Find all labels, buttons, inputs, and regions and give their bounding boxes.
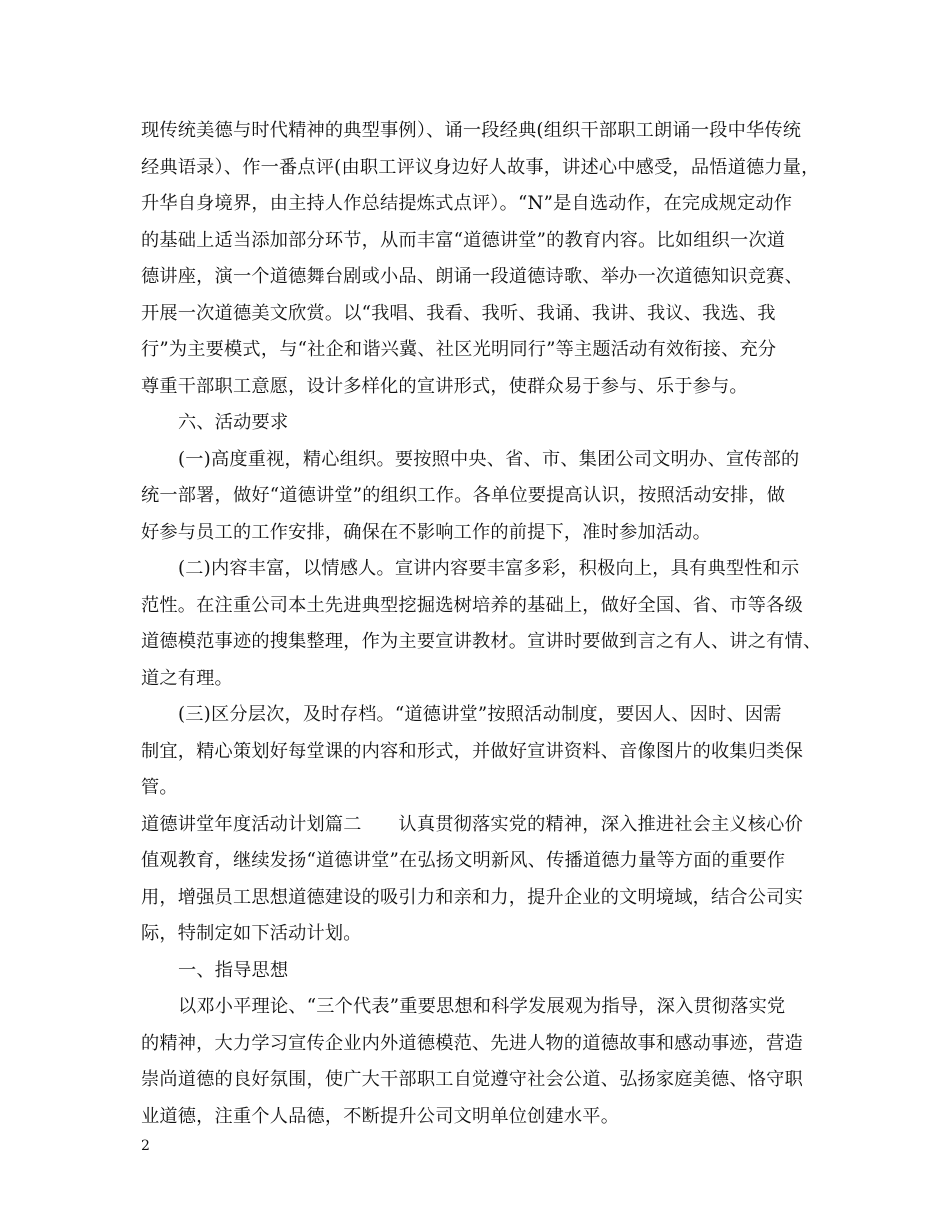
text-line: 一、指导思想 [178,959,289,981]
text-line: 德讲座，演一个道德舞台剧或小品、朗诵一段道德诗歌、举办一次道德知识竞赛、 [141,266,803,287]
text-line: 范性。在注重公司本土先进典型挖掘选树培养的基础上，做好全国、省、市等各级 [141,594,803,616]
text-line: 业道德，注重个人品德，不断提升公司文明单位创建水平。 [141,1105,620,1127]
text-line: (二)内容丰富，以情感人。宣讲内容要丰富多彩，积极向上，具有典型性和示 [178,558,800,579]
text-line: 以邓小平理论、“三个代表”重要思想和科学发展观为指导，深入贯彻落实党 [178,996,786,1017]
text-line: 道德模范事迹的搜集整理，作为主要宣讲教材。宣讲时要做到言之有人、讲之有情、 [141,631,822,652]
text-line: 值观教育，继续发扬“道德讲堂”在弘扬文明新风、传播道德力量等方面的重要作 [141,850,786,871]
text-line: 的基础上适当添加部分环节，从而丰富“道德讲堂”的教育内容。比如组织一次道 [141,229,786,251]
text-line: 崇尚道德的良好氛围，使广大干部职工自觉遵守社会公道、弘扬家庭美德、恪守职 [141,1069,803,1090]
text-line: 行”为主要模式，与“社企和谐兴冀、社区光明同行”等主题活动有效衔接、充分 [141,339,777,360]
text-line: 际，特制定如下活动计划。 [141,923,362,944]
text-line: 升华自身境界，由主持人作总结提炼式点评）。“N”是自选动作，在完成规定动作 [141,193,793,214]
text-line: 尊重干部职工意愿，设计多样化的宣讲形式，使群众易于参与、乐于参与。 [141,375,748,397]
text-line: (一)高度重视，精心组织。要按照中央、省、市、集团公司文明办、宣传部的 [178,448,800,470]
text-line: 六、活动要求 [178,412,289,433]
text-line: 管。 [141,777,178,798]
page-number: 2 [141,1138,150,1154]
text-line: 好参与员工的工作安排，确保在不影响工作的前提下，准时参加活动。 [141,521,712,543]
text-line: 道之有理。 [141,667,233,689]
text-line: (三)区分层次，及时存档。“道德讲堂”按照活动制度，要因人、因时、因需 [178,704,782,725]
text-line: 经典语录）、作一番点评(由职工评议身边好人故事，讲述心中感受，品悟道德力量， [141,156,820,178]
text-line: 开展一次道德美文欣赏。以“我唱、我看、我听、我诵、我讲、我议、我选、我 [141,302,776,324]
document-body [141,113,821,1135]
text-line: 统一部署，做好“道德讲堂”的组织工作。各单位要提高认识，按照活动安排，做 [141,485,786,506]
text-line: 用，增强员工思想道德建设的吸引力和亲和力，提升企业的文明境域，结合公司实 [141,886,803,908]
text-line: 制宜，精心策划好每堂课的内容和形式，并做好宣讲资料、音像图片的收集归类保 [141,740,803,762]
text-line: 现传统美德与时代精神的典型事例）、诵一段经典(组织干部职工朗诵一段中华传统 [141,120,802,141]
text-line: 的精神，大力学习宣传企业内外道德模范、先进人物的道德故事和感动事迹，营造 [141,1032,803,1054]
text-line: 道德讲堂年度活动计划篇二 认真贯彻落实党的精神，深入推进社会主义核心价 [141,813,803,835]
